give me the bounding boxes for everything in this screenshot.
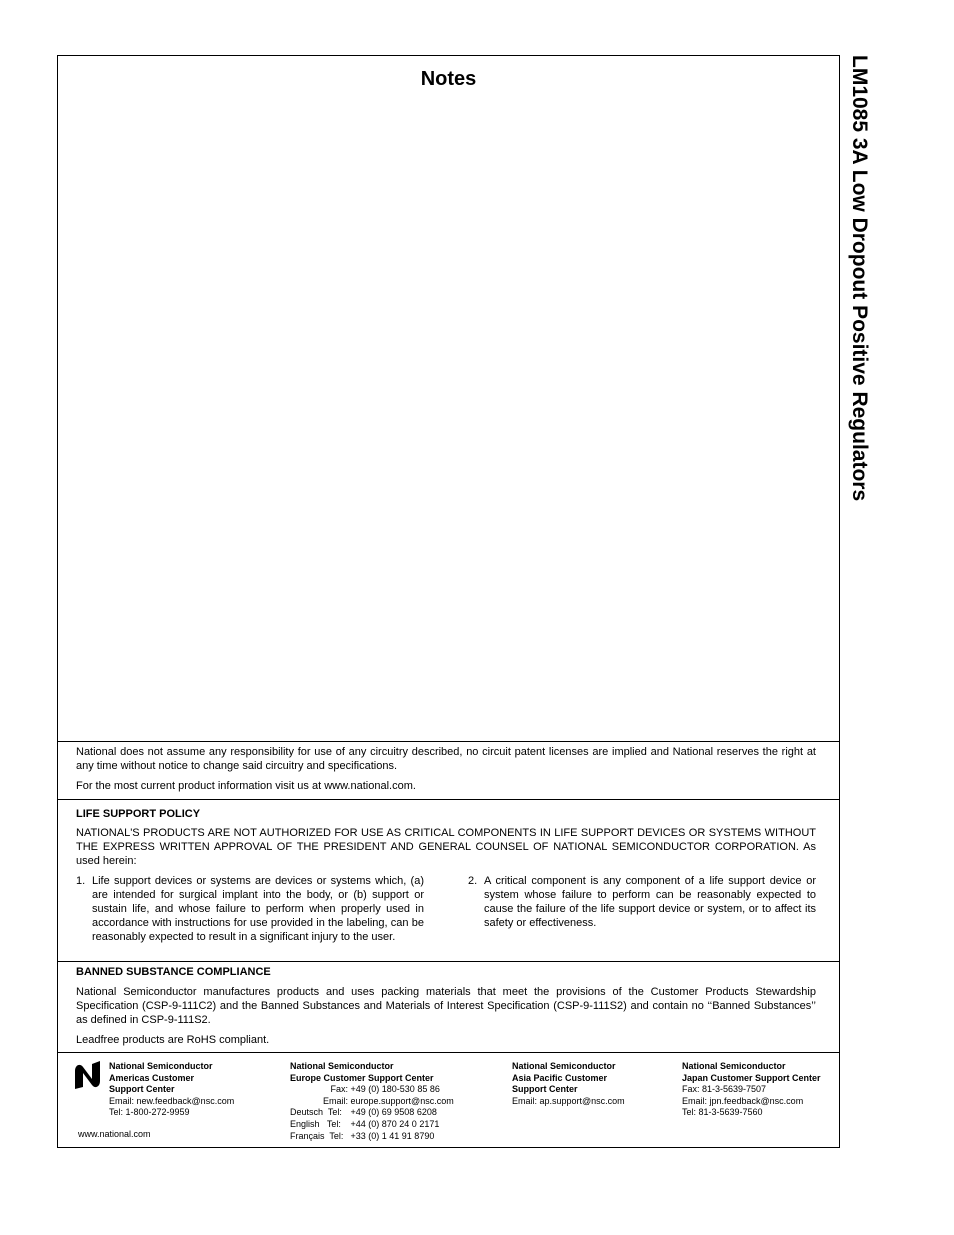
page-frame: [57, 55, 840, 1148]
life-support-item-1: [76, 874, 424, 944]
contact-company: National Semiconductor: [290, 1061, 394, 1071]
contact-fax: Fax: 81-3-5639-7507: [682, 1084, 767, 1095]
contact-region: Asia Pacific Customer: [512, 1072, 608, 1083]
contact-region: Japan Customer Support Center: [682, 1072, 821, 1083]
contact-center: Support Center: [109, 1084, 175, 1095]
divider: [58, 1052, 839, 1053]
item-text: Life support devices or systems are devices or systems which, (a) are intended for surgical implant into the body, or (b) support or sustain life, and whose failure to perform when properly used in accordance with instructions for use provided in the labeling, can be reasonably expected to result in a significant injury to the user.: [92, 875, 424, 943]
life-support-section: [76, 807, 816, 868]
contact-tel: Tel: 81-3-5639-7560: [682, 1107, 763, 1118]
contact-tel: Tel: 1-800-272-9959: [109, 1107, 190, 1118]
notes-title: Notes: [420, 68, 477, 90]
divider: [58, 741, 839, 742]
contact-americas: [109, 1061, 234, 1119]
contact-center: Support Center: [512, 1084, 578, 1095]
contact-tel-francais: Français Tel: +33 (0) 1 41 91 8790: [290, 1130, 435, 1141]
disclaimer: [76, 745, 816, 793]
contact-tel-english: English Tel: +44 (0) 870 24 0 2171: [290, 1118, 440, 1129]
disclaimer-text: National does not assume any responsibility for use of any circuitry described, no circuit patent licenses are implied and National reserves the right at any time without notice to change said circuitry and specifications.: [76, 746, 816, 772]
contact-asia: [512, 1061, 625, 1107]
contact-email: Email: jpn.feedback@nsc.com: [682, 1095, 804, 1106]
contact-email: Email: new.feedback@nsc.com: [109, 1095, 235, 1106]
contact-fax: Fax: +49 (0) 180-530 85 86: [330, 1084, 440, 1095]
contact-tel-deutsch: Deutsch Tel: +49 (0) 69 9508 6208: [290, 1107, 437, 1118]
life-support-intro: NATIONAL'S PRODUCTS ARE NOT AUTHORIZED FOR USE AS CRITICAL COMPONENTS IN LIFE SUPPORT DEVICES OR SYSTEMS WITHOUT THE EXPRESS WRITTEN APPROVAL OF THE PRESIDENT AND GENERAL COUNSEL OF NATIONAL SEMICONDUCTOR CORPORATION. As used herein:: [76, 827, 816, 867]
website-link[interactable]: www.national.com: [78, 1129, 151, 1139]
contact-email: Email: europe.support@nsc.com: [322, 1095, 454, 1106]
side-title: [846, 55, 872, 575]
banned-text: National Semiconductor manufactures products and uses packing materials that meet the provisions of the Customer Products Stewardship Specification (CSP-9-111C2) and the Banned Substances and Materials of Interest Specification (CSP-9-111S2) and contain no ‘‘Banned Substances’’ as defined in CSP-9-111S2.: [76, 986, 816, 1026]
contact-company: National Semiconductor: [682, 1061, 786, 1071]
divider: [58, 799, 839, 800]
item-number: 1.: [76, 875, 86, 887]
life-support-item-2: [468, 874, 816, 930]
contact-region: Americas Customer: [109, 1072, 195, 1083]
rohs-text: Leadfree products are RoHS compliant.: [76, 1034, 270, 1046]
contact-region: Europe Customer Support Center: [290, 1072, 434, 1083]
side-title-text: LM1085 3A Low Dropout Positive Regulators: [848, 55, 871, 502]
banned-heading: BANNED SUBSTANCE COMPLIANCE: [76, 966, 271, 978]
contact-japan: [682, 1061, 821, 1119]
divider: [58, 961, 839, 962]
contact-company: National Semiconductor: [109, 1061, 213, 1071]
banned-substance-section: [76, 965, 816, 1047]
life-support-heading: LIFE SUPPORT POLICY: [76, 808, 201, 820]
item-number: 2.: [468, 875, 478, 887]
national-semiconductor-logo-icon: [72, 1059, 104, 1093]
contact-company: National Semiconductor: [512, 1061, 616, 1071]
website-note: For the most current product information visit us at www.national.com.: [76, 780, 416, 792]
item-text: A critical component is any component of a life support device or system whose failure to perform can be reasonably expected to cause the failure of the life support device or system, or to affect its safety or effectiveness.: [484, 875, 816, 929]
contact-email: Email: ap.support@nsc.com: [512, 1095, 625, 1106]
contact-europe: [290, 1061, 454, 1142]
